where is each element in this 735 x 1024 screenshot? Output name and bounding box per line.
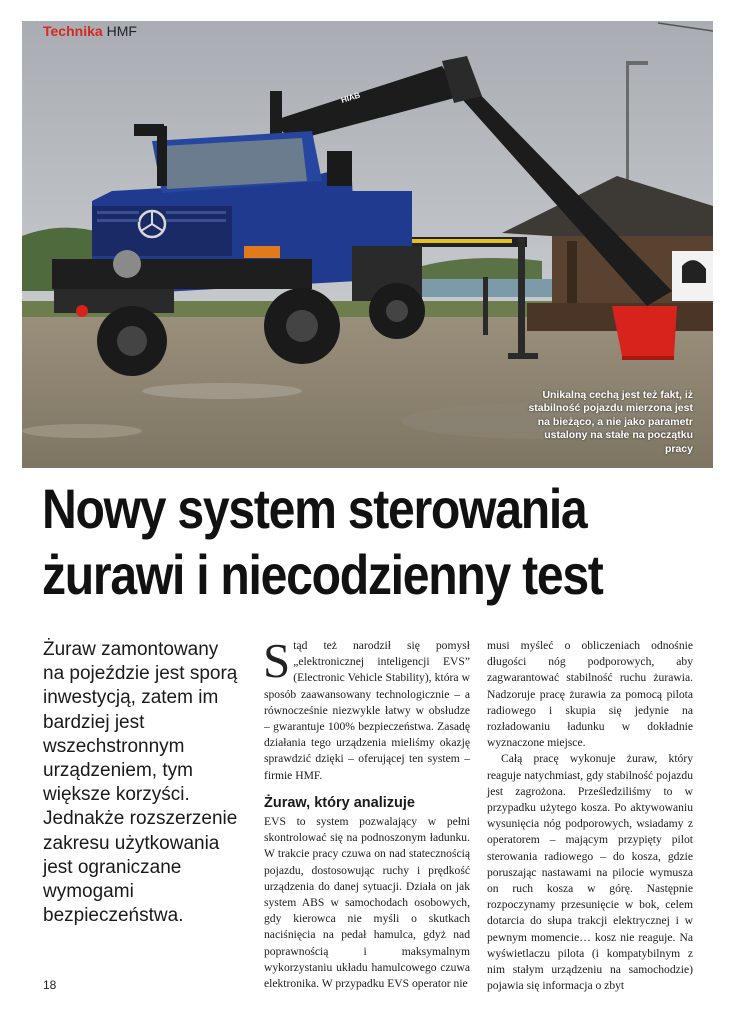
paragraph-text: tąd też narodził się pomysł „elektronicznej inteligencji EVS” (Electronic Vehicle Stability), która w sposób zaawansowany technologicznie – a równocześnie niezwykle łatwy w obsłudze – gwarantuje 100% bezpieczeństwa. Zasadę działania tego urządzenia mieliśmy okazję sprawdzić dzięki – oferującej ten system – firmie HMF. — [264, 639, 470, 782]
photo-caption: Unikalną cechą jest też fakt, iż stabilność pojazdu mierzona jest na bieżąco, a nie jako parametr ustalony na stałe na początku pracy — [528, 388, 693, 455]
paragraph: musi myśleć o obliczeniach odnośnie długości nóg podporowych, aby zagwarantować stabilność ruchu żurawia. Nadzoruje pracę żurawia za pomocą pilota radiowego i skupia się jedynie na rozładowaniu ładunku w dokładnie wyznaczone miejsce. — [487, 639, 693, 750]
paragraph — [263, 633, 470, 784]
article-headline — [42, 476, 627, 608]
brand-label: HMF — [106, 23, 137, 39]
paragraph: EVS to system pozwalający w pełni skontrolować się na podnoszonym ładunku. W trakcie pracy czuwa on nad statecznością pojazdu, dostosowując ruchy i prędkość urządzenia do danej sytuacji. Działa on jak system ABS w samochodach osobowych, gdy kierowca nie myśli o skutkach naciśnięcia na pedał hamulca, gdyż nad poprawnością i maksymalnym wykorzystaniu układu hamulcowego czuwa elektronika. W przypadku EVS operator nie — [264, 815, 470, 991]
headline-line-1: Nowy system sterowania — [42, 477, 587, 540]
article-column-2 — [263, 633, 470, 992]
section-header — [43, 23, 137, 39]
headline-line-2: żurawi i niecodzienny test — [42, 543, 603, 606]
paragraph: Całą pracę wykonuje żuraw, który reaguje natychmiast, gdy stabilność pojazdu jest zagrożona. Prześledziliśmy to w przypadku użytego kosza. Po aktywowaniu wysunięcia nóg podporowych, wsiadamy z operatorem – mającym przypięty pilot sterowania radiowego – do kosza, gdzie poruszając nastawami na pilocie wymusza on ruch kosza w górę. Następnie rozpoczynamy przesunięcie w bok, celem dotarcia do słupa trakcji elektrycznej i w pewnym momencie… kosz nie reaguje. Na wyświetlaczu pilota (i kompatybilnym z nim stałym urządzeniu na samochodzie) pojawia się informacja o zbyt — [487, 752, 693, 993]
page-number: 18 — [43, 978, 57, 992]
crane-brand-text: HIAB — [339, 90, 362, 105]
article-lead: Żuraw zamontowany na pojeździe jest sporą inwestycją, zatem im bardziej jest wszechstronnym urządzeniem, tym większe korzyści. Jednakże rozszerzenie zakresu użytkowania jest ograniczane wymogami bezpieczeństwa. — [43, 639, 238, 927]
drop-cap: S — [263, 633, 291, 688]
article-subhead: Żuraw, który analizuje — [264, 794, 415, 811]
article-photo — [22, 21, 713, 468]
article-column-3 — [487, 638, 693, 994]
section-label: Technika — [43, 23, 103, 39]
